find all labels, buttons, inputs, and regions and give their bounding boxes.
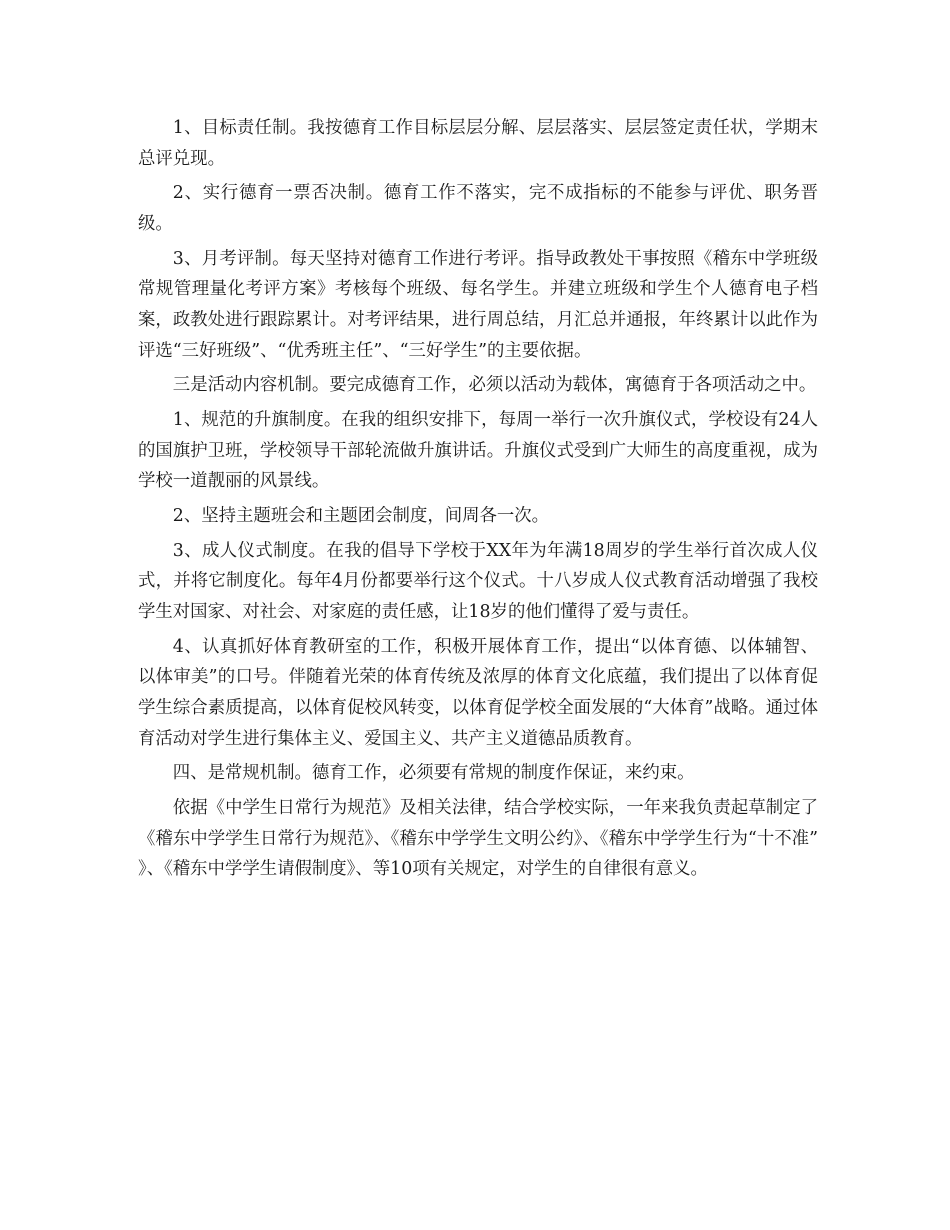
paragraph-target-responsibility: 1、目标责任制。我按德育工作目标层层分解、层层落实、层层签定责任状，学期末总评兑现。 xyxy=(138,118,818,169)
paragraph-theme-meetings: 2、坚持主题班会和主题团会制度，间周各一次。 xyxy=(172,506,550,527)
paragraph-flag-raising: 1、规范的升旗制度。在我的组织安排下，每周一举行一次升旗仪式，学校设有24人的国旗护卫班，学校领导干部轮流做升旗讲话。升旗仪式受到广大师生的高度重视，成为学校一道靓丽的风景线。 xyxy=(138,410,818,492)
paragraph-rules-drafting: 依据《中学生日常行为规范》及相关法律，结合学校实际，一年来我负责起草制定了《稽东中学学生日常行为规范》、《稽东中学学生文明公约》、《稽东中学学生行为“十不准” 》、《稽东中学学生请假制度》、等10项有关规定，对学生的自律很有意义。 xyxy=(138,798,818,880)
paragraph-activity-mechanism: 三是活动内容机制。要完成德育工作，必须以活动为载体，寓德育于各项活动之中。 xyxy=(172,375,817,396)
paragraph-coming-of-age: 3、成人仪式制度。在我的倡导下学校于XX年为年满18周岁的学生举行首次成人仪式，并将它制度化。每年4月份都要举行这个仪式。十八岁成人仪式教育活动增强了我校学生对国家、对社会、对家庭的责任感，让18岁的他们懂得了爱与责任。 xyxy=(138,540,818,623)
paragraph-physical-education: 4、认真抓好体育教研室的工作，积极开展体育工作，提出“以体育德、以体辅智、以体审美”的口号。伴随着光荣的体育传统及浓厚的体育文化底蕴，我们提出了以体育促学生综合素质提高，以体育促校风转变，以体育促学校全面发展的“大体育”战略。通过体育活动对学生进行集体主义、爱国主义、共产主义道德品质教育。 xyxy=(138,636,818,749)
paragraph-one-vote-veto: 2、实行德育一票否决制。德育工作不落实，完不成指标的不能参与评优、职务晋级。 xyxy=(138,183,818,234)
paragraph-routine-mechanism: 四、是常规机制。德育工作，必须要有常规的制度作保证，来约束。 xyxy=(172,763,695,784)
document-body xyxy=(138,113,818,889)
paragraph-monthly-evaluation: 3、月考评制。每天坚持对德育工作进行考评。指导政教处干事按照《稽东中学班级常规管理量化考评方案》考核每个班级、每名学生。并建立班级和学生个人德育电子档案，政教处进行跟踪累计。对考评结果，进行周总结，月汇总并通报，年终累计以此作为评选“三好班级”、“优秀班主任”、“三好学生”的主要依据。 xyxy=(138,248,818,361)
